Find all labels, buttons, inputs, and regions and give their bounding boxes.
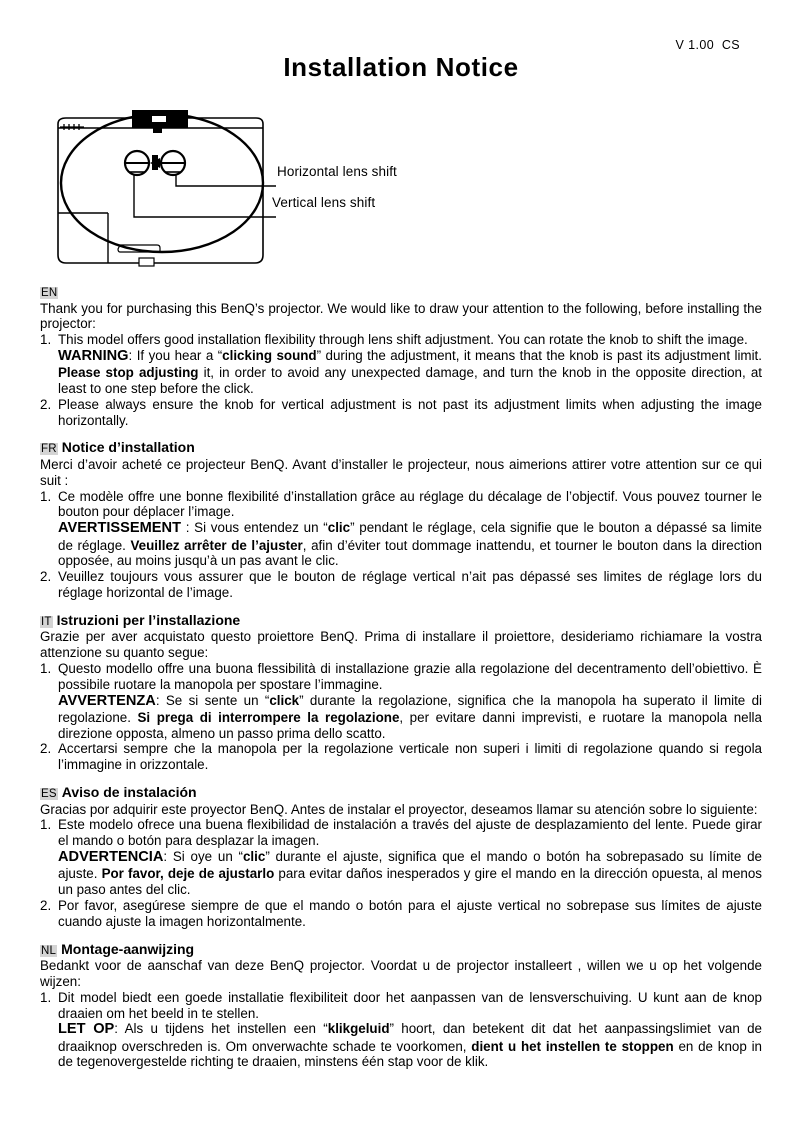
list-item xyxy=(40,489,762,521)
warning-paragraph xyxy=(40,1021,762,1070)
section-intro-text: Bedankt voor de aanschaf van deze BenQ projector. Voordat u de projector installeert , willen we u op het volgende wijzen: xyxy=(40,958,762,989)
list-item-text: Questo modello offre una buona flessibilità di installazione grazie alla regolazione del decentramento dell’obiettivo. È possibile ruotare la manopola per spostare l’immagine. xyxy=(58,660,762,692)
language-heading xyxy=(40,439,762,457)
language-heading xyxy=(40,284,762,301)
multilingual-content xyxy=(40,284,762,1070)
warning-text-a: : Si vous entendez un “ xyxy=(180,520,328,536)
warning-paragraph xyxy=(40,693,762,742)
list-item xyxy=(40,898,762,930)
warning-text-b: ” durante la regolazione, significa che la manopola ha superato il limite di regolazione. xyxy=(58,692,762,725)
warning-emphasis-stop: Por favor, deje de ajustarlo xyxy=(101,866,275,882)
warning-emphasis-click: click xyxy=(269,692,300,708)
list-item-text: This model offers good installation flexibility through lens shift adjustment. You can rotate the knob to shift the image. xyxy=(58,332,748,348)
language-code-badge: FR xyxy=(41,443,57,456)
warning-keyword: ADVERTENCIA xyxy=(58,849,164,866)
warning-text-a: : Si oye un “ xyxy=(163,849,243,865)
list-item-text: Dit model biedt een goede installatie flexibiliteit door het aanpassen van de lensverschuiving. U kunt aan de knop draaien om het beeld in te stellen. xyxy=(58,989,762,1021)
warning-keyword: LET OP xyxy=(58,1021,115,1038)
projector-illustration-svg xyxy=(40,100,470,272)
warning-text-b: ” during the adjustment, it means that the knob is past its adjustment limit. xyxy=(316,348,763,363)
warning-emphasis-click: klikgeluid xyxy=(327,1021,390,1037)
projector-lens-bar-inner xyxy=(152,116,166,122)
list-item xyxy=(40,569,762,601)
warning-keyword: AVERTISSEMENT xyxy=(58,520,181,537)
warning-keyword: AVVERTENZA xyxy=(58,692,156,709)
list-item-number: 2. xyxy=(40,897,52,913)
projector-body xyxy=(58,118,263,263)
section-intro-text: Merci d’avoir acheté ce projecteur BenQ. Avant d’installer le projecteur, nous aimerions attirer votre attention sur ce qui suit : xyxy=(40,457,762,488)
warning-emphasis-stop: dient u het instellen te stoppen xyxy=(471,1038,674,1054)
projector-diagram xyxy=(40,100,470,272)
list-item xyxy=(40,817,762,849)
language-code-badge: NL xyxy=(41,944,57,957)
warning-text-b: ” pendant le réglage, cela signifie que le bouton a dépassé sa limite de réglage. xyxy=(58,520,762,553)
warning-emphasis-stop: Veuillez arrêter de l’ajuster xyxy=(130,537,303,553)
language-section-en xyxy=(40,284,762,428)
warning-text-c: , afin d’éviter tout dommage inattendu, et tourner le bouton dans la direction opposée, au moins jusqu’à un pas avant le clic. xyxy=(58,537,763,569)
language-section-title: Aviso de instalación xyxy=(61,784,197,801)
warning-emphasis-click: clic xyxy=(242,849,266,865)
language-heading xyxy=(40,612,762,630)
warning-text-c: para evitar daños inesperados y gire el mando en la dirección opuesta, al menos un paso antes del clic. xyxy=(58,866,762,898)
warning-text-b: ” durante el ajuste, significa que el mando o botón ha sobrepasado su límite de ajuste. xyxy=(58,849,762,882)
list-item-text: Este modelo ofrece una buena flexibilidad de instalación a través del ajuste de desplazamiento del lente. Puede girar el mando o botón para desplazar la imagen. xyxy=(58,817,762,849)
list-item xyxy=(40,397,762,429)
warning-emphasis-click: clic xyxy=(327,520,351,536)
list-item-text: Por favor, asegúrese siempre de que el mando o botón para el ajuste vertical no sobrepase sus límites de ajuste cuando ajuste la imagen horizontalmente. xyxy=(58,897,762,929)
language-section-title: Notice d’installation xyxy=(61,439,195,456)
section-intro-text: Thank you for purchasing this BenQ’s projector. We would like to draw your attention to the following, before installing the projector: xyxy=(40,300,762,332)
page-title: Installation Notice xyxy=(283,52,519,82)
warning-text-a: : If you hear a “ xyxy=(128,348,223,363)
document-version: V 1.00 CS xyxy=(675,38,740,52)
language-heading xyxy=(40,784,762,802)
list-item-text: Veuillez toujours vous assurer que le bouton de réglage vertical n’ait pas dépassé ses limites de réglage lors du réglage horizontal de l’image. xyxy=(58,569,762,600)
warning-paragraph xyxy=(40,348,762,397)
language-section-nl xyxy=(40,941,762,1071)
figure-label-horizontal-lens-shift: Horizontal lens shift xyxy=(277,164,397,179)
list-item-text: Please always ensure the knob for vertical adjustment is not past its adjustment limits when adjusting the image horizontally. xyxy=(58,396,762,428)
list-item-number: 2. xyxy=(40,396,52,412)
projector-foot xyxy=(139,258,154,266)
warning-paragraph xyxy=(40,520,762,569)
language-section-title: Montage-aanwijzing xyxy=(61,940,195,957)
warning-text-b: ” hoort, dan betekent dit dat het aanpassingslimiet van de draaiknop overschreden is. Om onverwachte schade te voorkomen, xyxy=(58,1021,763,1054)
warning-emphasis-stop: Please stop adjusting xyxy=(58,365,199,381)
list-item-text: Accertarsi sempre che la manopola per la regolazione verticale non superi i limiti di regolazione quando si regola l’immagine in orizzontale. xyxy=(58,741,762,773)
list-item-number: 1. xyxy=(40,817,52,833)
warning-paragraph xyxy=(40,849,762,898)
list-item-text: Ce modèle offre une bonne flexibilité d’installation grâce au réglage du décalage de l’objectif. Vous pouvez tourner le bouton pour déplacer l’image. xyxy=(58,488,762,520)
warning-text-a: : Als u tijdens het instellen een “ xyxy=(114,1021,328,1037)
language-code-badge: EN xyxy=(41,287,58,299)
list-item-number: 1. xyxy=(40,660,52,676)
warning-emphasis-stop: Si prega di interrompere la regolazione xyxy=(137,709,400,725)
list-item-number: 2. xyxy=(40,569,52,585)
section-intro-text: Gracias por adquirir este proyector BenQ. Antes de instalar el proyector, deseamos llamar su atención sobre lo siguiente: xyxy=(40,801,758,817)
warning-text-c: en de knop in de tegenovergestelde richting te draaien, minstens één stap voor de klik. xyxy=(58,1038,762,1070)
language-section-es xyxy=(40,784,762,929)
language-section-it xyxy=(40,612,762,773)
figure-label-vertical-lens-shift: Vertical lens shift xyxy=(272,195,376,210)
list-item xyxy=(40,990,762,1022)
warning-text-a: : Se si sente un “ xyxy=(155,692,270,708)
list-item-number: 1. xyxy=(40,488,52,504)
list-item xyxy=(40,332,762,348)
language-section-fr xyxy=(40,439,762,600)
warning-keyword: WARNING xyxy=(58,348,129,364)
language-code-badge: IT xyxy=(41,615,52,628)
language-section-title: Istruzioni per l’installazione xyxy=(56,611,241,628)
list-item xyxy=(40,661,762,693)
warning-text-c: , per evitare danni imprevisti, e ruotare la manopola nella direzione opposta, almeno un passo prima dello scatto. xyxy=(58,709,762,741)
language-heading xyxy=(40,941,762,959)
list-item-number: 2. xyxy=(40,741,52,757)
warning-emphasis-click: clicking sound xyxy=(222,348,317,363)
list-item xyxy=(40,741,762,773)
section-intro-text: Grazie per aver acquistato questo proiettore BenQ. Prima di installare il proiettore, desideriamo richiamare la vostra attenzione su quanto segue: xyxy=(40,629,762,661)
language-code-badge: ES xyxy=(41,788,57,801)
warning-text-c: it, in order to avoid any unexpected damage, and turn the knob in the opposite direction, at least to one step before the click. xyxy=(58,365,762,397)
list-item-number: 1. xyxy=(40,332,52,348)
list-item-number: 1. xyxy=(40,989,52,1005)
